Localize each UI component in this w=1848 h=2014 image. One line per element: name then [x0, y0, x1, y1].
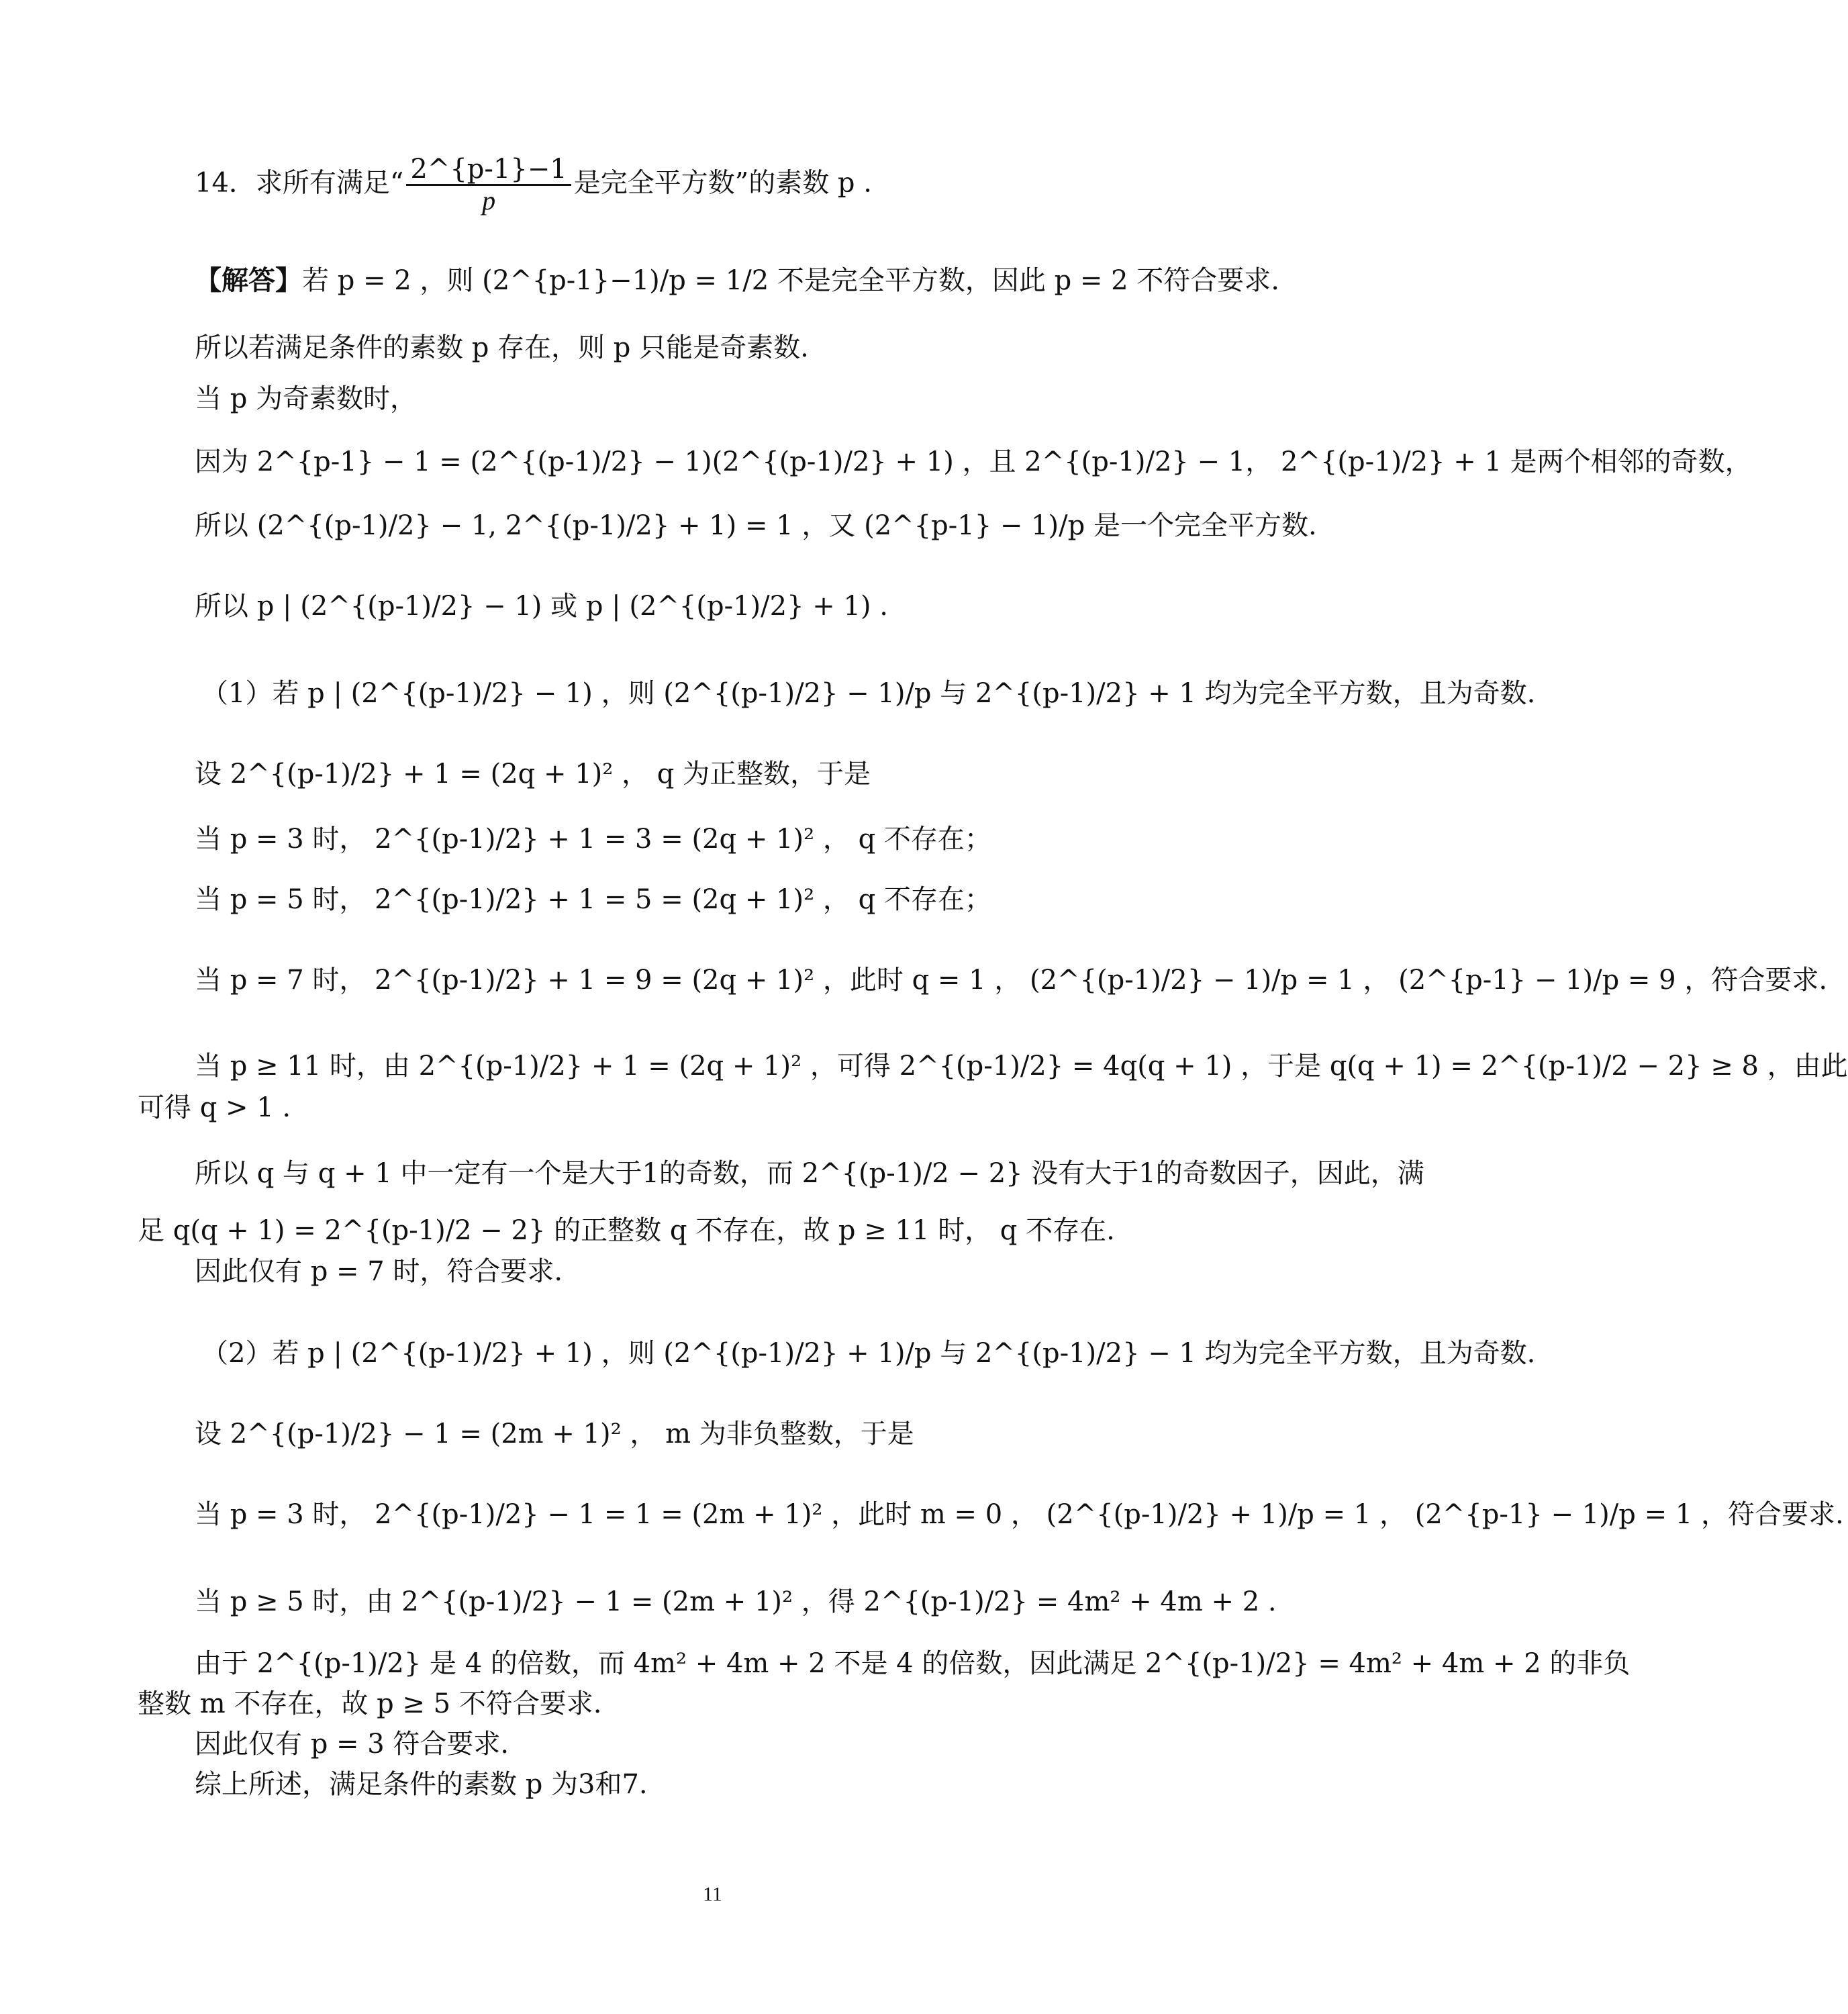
solution-line-12: 可得 q > 1 . [138, 1092, 291, 1123]
solution-line-5: 所以 p | (2^{(p-1)/2} − 1) 或 p | (2^{(p-1)/2} + 1) . [195, 591, 888, 622]
problem-statement [195, 154, 1425, 215]
solution-line-17: 设 2^{(p-1)/2} − 1 = (2m + 1)² ， m 为非负整数，于是 [195, 1419, 914, 1449]
solution-text-0: 若 p = 2 ，则 (2^{p-1}−1)/p = 1/2 不是完全平方数，因此 p = 2 不符合要求. [302, 265, 1280, 296]
solution-line-15: 因此仅有 p = 7 时，符合要求. [195, 1256, 563, 1287]
solution-line-11: 当 p ≥ 11 时，由 2^{(p-1)/2} + 1 = (2q + 1)² ，可得 2^{(p-1)/2} = 4q(q + 1) ，于是 q(q + 1) = 2^{(p-1)/2 − 2} ≥ 8 ，由此 [195, 1051, 1848, 1082]
solution-line-20: 由于 2^{(p-1)/2} 是 4 的倍数，而 4m² + 4m + 2 不是 4 的倍数，因此满足 2^{(p-1)/2} = 4m² + 4m + 2 的非负 [195, 1648, 1631, 1679]
solution-line-8: 当 p = 3 时， 2^{(p-1)/2} + 1 = 3 = (2q + 1)² ， q 不存在； [195, 824, 991, 855]
solution-line-9: 当 p = 5 时， 2^{(p-1)/2} + 1 = 5 = (2q + 1)² ， q 不存在； [195, 884, 991, 915]
solution-line-19: 当 p ≥ 5 时，由 2^{(p-1)/2} − 1 = (2m + 1)² ，得 2^{(p-1)/2} = 4m² + 4m + 2 . [195, 1586, 1277, 1617]
page-number: 11 [703, 1883, 722, 1905]
solution-line-16: （2）若 p | (2^{(p-1)/2} + 1) ，则 (2^{(p-1)/2} + 1)/p 与 2^{(p-1)/2} − 1 均为完全平方数，且为奇数. [201, 1338, 1536, 1369]
fraction-numerator: 2^{p-1}−1 [406, 154, 571, 186]
solution-line-1: 所以若满足条件的素数 p 存在，则 p 只能是奇素数. [195, 332, 809, 363]
problem-lead: 14．求所有满足“ [195, 167, 404, 199]
solution-line-23: 综上所述，满足条件的素数 p 为3和7. [195, 1769, 648, 1800]
solution-line-21: 整数 m 不存在，故 p ≥ 5 不符合要求. [138, 1688, 602, 1719]
problem-tail: 是完全平方数”的素数 p . [573, 167, 872, 199]
solution-line-13: 所以 q 与 q + 1 中一定有一个是大于1的奇数，而 2^{(p-1)/2 − 2} 没有大于1的奇数因子，因此，满 [195, 1158, 1424, 1189]
fraction-denominator: p [482, 185, 496, 215]
solution-line-2: 当 p 为奇素数时， [195, 383, 418, 414]
solution-line-0 [195, 262, 1425, 299]
solution-line-7: 设 2^{(p-1)/2} + 1 = (2q + 1)² ， q 为正整数，于是 [195, 759, 871, 789]
problem-fraction [406, 154, 571, 215]
solution-line-10: 当 p = 7 时， 2^{(p-1)/2} + 1 = 9 = (2q + 1)² ，此时 q = 1 ， (2^{(p-1)/2} − 1)/p = 1 ， (2^{p-1} − 1)/p = 9 ，符合要求. [195, 965, 1828, 996]
solution-line-6: （1）若 p | (2^{(p-1)/2} − 1) ，则 (2^{(p-1)/2} − 1)/p 与 2^{(p-1)/2} + 1 均为完全平方数，且为奇数. [201, 678, 1536, 709]
solution-line-22: 因此仅有 p = 3 符合要求. [195, 1729, 509, 1760]
solution-line-14: 足 q(q + 1) = 2^{(p-1)/2 − 2} 的正整数 q 不存在，故 p ≥ 11 时， q 不存在. [138, 1215, 1115, 1246]
solution-line-4: 所以 (2^{(p-1)/2} − 1, 2^{(p-1)/2} + 1) = 1 ，又 (2^{p-1} − 1)/p 是一个完全平方数. [195, 510, 1317, 541]
solution-line-3: 因为 2^{p-1} − 1 = (2^{(p-1)/2} − 1)(2^{(p-1)/2} + 1) ，且 2^{(p-1)/2} − 1， 2^{(p-1)/2} + 1 是两个相邻的奇数， [195, 446, 1752, 477]
solution-label: 【解答】 [195, 265, 302, 296]
solution-line-18: 当 p = 3 时， 2^{(p-1)/2} − 1 = 1 = (2m + 1)² ，此时 m = 0 ， (2^{(p-1)/2} + 1)/p = 1 ， (2^{p-1} − 1)/p = 1 ，符合要求. [195, 1499, 1844, 1530]
